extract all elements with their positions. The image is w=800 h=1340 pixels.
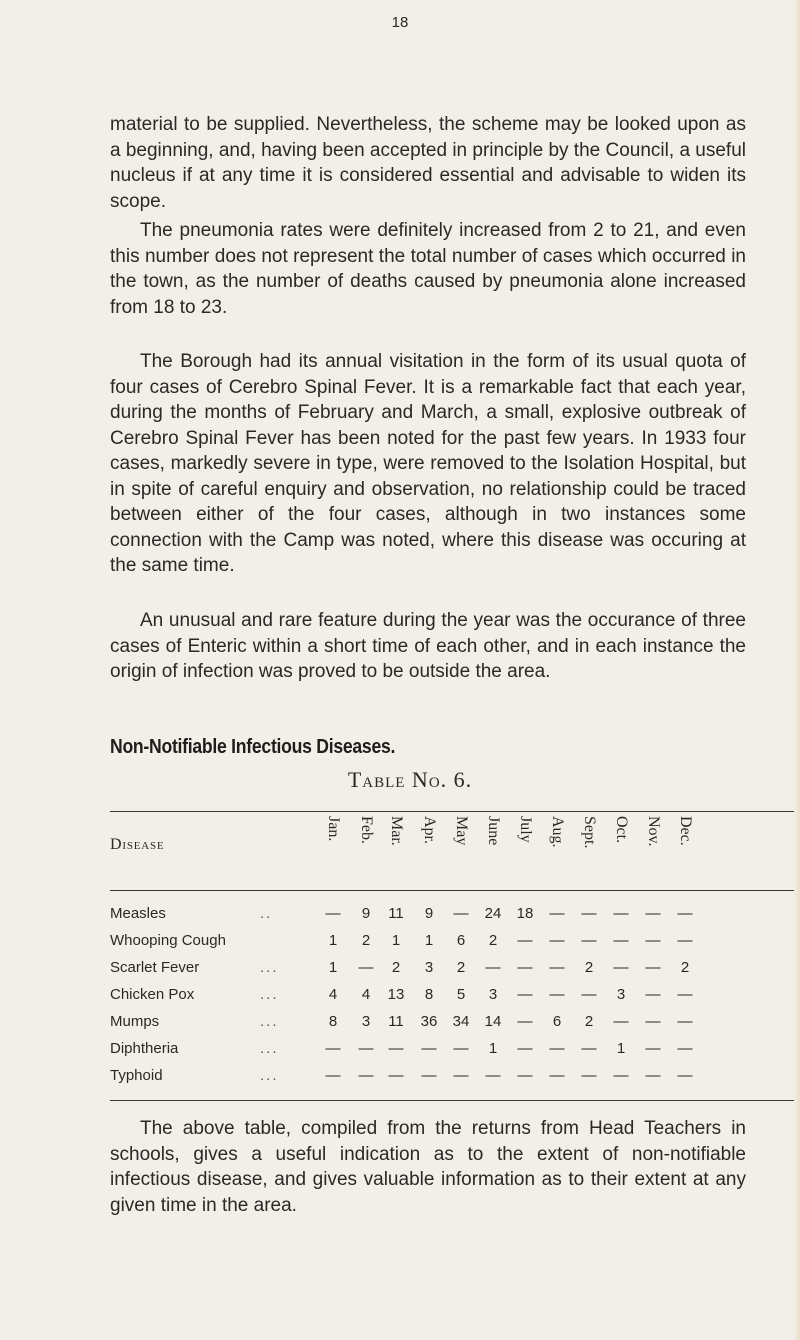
table-cell: 4: [361, 986, 371, 1003]
dot-leader: ...: [260, 1067, 279, 1084]
table-cell: —: [613, 1067, 629, 1084]
month-header-label: Jan.: [325, 816, 342, 842]
table-cell: 2: [391, 959, 401, 976]
table-cell: 1: [424, 932, 434, 949]
table-cell: 6: [552, 1013, 562, 1030]
month-header: [324, 816, 344, 886]
dot-leader: ..: [260, 905, 273, 922]
month-header: [580, 816, 600, 886]
table-cell: —: [325, 905, 341, 922]
table-cell: —: [453, 1040, 469, 1057]
table-cell: —: [677, 932, 693, 949]
table-cell: —: [517, 932, 533, 949]
disease-name: Mumps: [110, 1013, 160, 1030]
table-cell: 11: [388, 1013, 404, 1030]
table-cell: 1: [616, 1040, 626, 1057]
table-cell: —: [677, 1013, 693, 1030]
table-cell: —: [388, 1067, 404, 1084]
month-header-label: July: [517, 816, 534, 843]
disease-name: Typhoid: [110, 1067, 163, 1084]
table-cell: 2: [680, 959, 690, 976]
table-cell: —: [645, 932, 661, 949]
table-cell: 13: [387, 986, 405, 1003]
table-cell: —: [453, 1067, 469, 1084]
month-header-label: Mar.: [388, 816, 405, 846]
table-cell: —: [581, 905, 597, 922]
paragraph-table-note: The above table, compiled from the returns from Head Teachers in schools, gives a useful indication as to the extent of non-notifiable infectious disease, and gives valuable information as to their extent at any given time in the area.: [110, 1118, 746, 1216]
month-header: [357, 816, 377, 886]
month-header: [548, 816, 568, 886]
page-edge-stain: [794, 0, 800, 1340]
table-cell: 5: [456, 986, 466, 1003]
month-header-label: Oct.: [613, 816, 630, 844]
paragraph-pneumonia: The pneumonia rates were definitely increased from 2 to 21, and even this number does not represent the total number of cases which occurred in the town, as the number of deaths caused by pneumonia alone increased from 18 to 23.: [110, 220, 746, 318]
month-header: [516, 816, 536, 886]
table-rule-bottom: [110, 1100, 800, 1101]
table-cell: —: [613, 932, 629, 949]
table-cell: —: [645, 905, 661, 922]
disease-name: Chicken Pox: [110, 986, 195, 1003]
section-heading: Non-Notifiable Infectious Diseases.: [110, 736, 396, 758]
table-cell: 2: [488, 932, 498, 949]
table-cell: 2: [361, 932, 371, 949]
table-cell: —: [581, 932, 597, 949]
table-caption: Table No. 6.: [347, 767, 473, 792]
table-cell: —: [645, 1067, 661, 1084]
table-cell: —: [517, 1067, 533, 1084]
table-cell: —: [421, 1067, 437, 1084]
table-cell: —: [485, 1067, 501, 1084]
table-cell: —: [549, 1040, 565, 1057]
table-cell: 2: [584, 959, 594, 976]
table-cell: 36: [420, 1013, 438, 1030]
table-cell: 11: [388, 905, 404, 922]
disease-column-header: Disease: [110, 836, 165, 853]
table-cell: —: [517, 1040, 533, 1057]
table-cell: 8: [328, 1013, 338, 1030]
table-cell: —: [358, 1040, 374, 1057]
table-cell: —: [549, 986, 565, 1003]
table-cell: 14: [484, 1013, 502, 1030]
disease-name: Measles: [110, 905, 166, 922]
table-cell: 4: [328, 986, 338, 1003]
paragraph-enteric: An unusual and rare feature during the year was the occurance of three cases of Enteric within a short time of each other, and in each instance the origin of infection was proved to be outside the area.: [110, 610, 746, 682]
month-header: [644, 816, 664, 886]
table-cell: —: [549, 1067, 565, 1084]
table-cell: 8: [424, 986, 434, 1003]
table-cell: 24: [484, 905, 502, 922]
table-cell: —: [581, 1067, 597, 1084]
month-header-label: Apr.: [421, 816, 438, 844]
month-header-label: Sept.: [581, 816, 598, 849]
dot-leader: ...: [260, 986, 279, 1003]
table-cell: —: [325, 1067, 341, 1084]
table-cell: —: [613, 959, 629, 976]
table-cell: —: [645, 986, 661, 1003]
table-cell: 9: [424, 905, 434, 922]
table-cell: —: [677, 1067, 693, 1084]
table-cell: —: [613, 1013, 629, 1030]
table-cell: —: [517, 1013, 533, 1030]
page-number: 18: [391, 14, 409, 31]
table-cell: —: [358, 1067, 374, 1084]
dot-leader: ...: [260, 1040, 279, 1057]
table-cell: —: [645, 959, 661, 976]
table-cell: —: [549, 905, 565, 922]
table-cell: 18: [516, 905, 534, 922]
table-cell: —: [485, 959, 501, 976]
disease-name: Whooping Cough: [110, 932, 226, 949]
table-cell: —: [645, 1013, 661, 1030]
table-cell: —: [549, 959, 565, 976]
table-cell: —: [677, 905, 693, 922]
table-cell: —: [549, 932, 565, 949]
month-header: [452, 816, 472, 886]
disease-name: Diphtheria: [110, 1040, 179, 1057]
table-cell: 1: [488, 1040, 498, 1057]
month-header: [612, 816, 632, 886]
table-cell: 3: [616, 986, 626, 1003]
month-header: [676, 816, 696, 886]
paragraph-scheme: material to be supplied. Nevertheless, the scheme may be looked upon as a beginning, and, having been accepted in principle by the Council, a useful nucleus if at any time it is considered essential and advisable to widen its scope.: [110, 114, 746, 212]
table-cell: —: [581, 986, 597, 1003]
table-cell: —: [517, 959, 533, 976]
table-cell: 1: [328, 932, 338, 949]
month-header: [484, 816, 504, 886]
month-header-label: Dec.: [677, 816, 694, 846]
table-cell: —: [645, 1040, 661, 1057]
table-cell: —: [421, 1040, 437, 1057]
month-header-label: Nov.: [645, 816, 662, 847]
table-cell: —: [613, 905, 629, 922]
table-cell: 3: [424, 959, 434, 976]
table-cell: 3: [361, 1013, 371, 1030]
table-cell: —: [358, 959, 374, 976]
table-cell: —: [453, 905, 469, 922]
paragraph-cerebro-spinal-fever: The Borough had its annual visitation in the form of its usual quota of four cases of Cerebro Spinal Fever. It is a remarkable fact that each year, during the months of February and March, a small, explosive outbreak of Cerebro Spinal Fever has been noted for the past few years. In 1933 four cases, markedly severe in type, were removed to the Isolation Hospital, but in spite of careful enquiry and observation, no relationship could be traced between either of the four cases, although in two instances some connection with the Camp was noted, where this disease was occuring at the same time.: [110, 351, 746, 576]
table-rule-header: [110, 890, 800, 891]
dot-leader: ...: [260, 1013, 279, 1030]
table-cell: 2: [456, 959, 466, 976]
month-header: [420, 816, 440, 886]
table-cell: 2: [584, 1013, 594, 1030]
table-cell: 34: [452, 1013, 470, 1030]
table-cell: 1: [391, 932, 401, 949]
table-rule-top: [110, 811, 800, 812]
table-cell: 6: [456, 932, 466, 949]
table-cell: —: [581, 1040, 597, 1057]
table-cell: 9: [361, 905, 371, 922]
table-cell: 1: [328, 959, 338, 976]
month-header-label: Aug.: [549, 816, 566, 848]
dot-leader: ...: [260, 959, 279, 976]
table-cell: —: [677, 986, 693, 1003]
month-header: [387, 816, 407, 886]
table-cell: 3: [488, 986, 498, 1003]
table-cell: —: [677, 1040, 693, 1057]
table-cell: —: [517, 986, 533, 1003]
month-header-label: May: [453, 816, 470, 846]
month-header-label: Feb.: [358, 816, 375, 844]
table-cell: —: [388, 1040, 404, 1057]
month-header-label: June: [485, 816, 502, 846]
disease-name: Scarlet Fever: [110, 959, 200, 976]
table-cell: —: [325, 1040, 341, 1057]
